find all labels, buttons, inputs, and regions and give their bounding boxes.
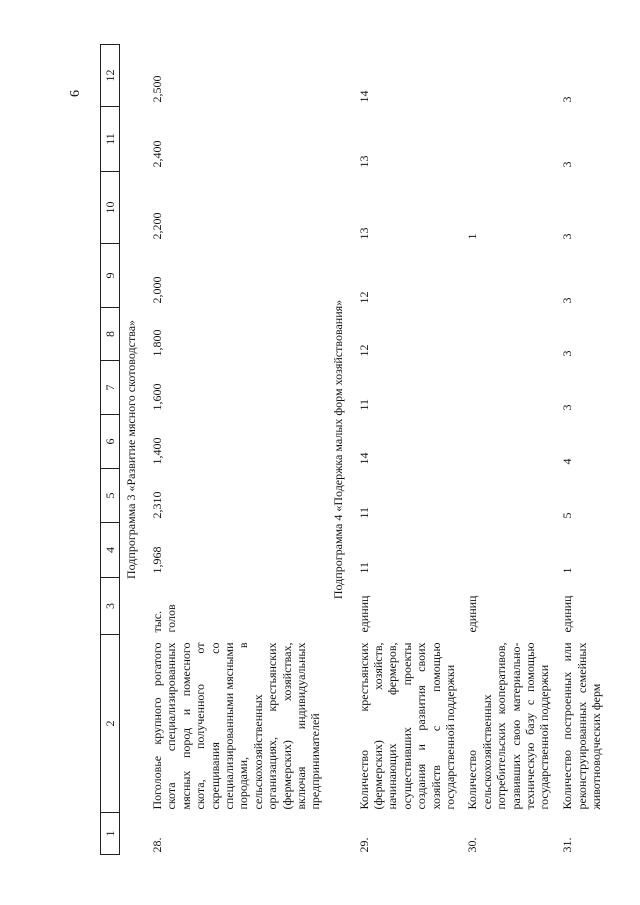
indicator-description: Количество сельскохозяйственных потребительских кооперативов, развивших свою материально-техническую базу с помощью государственной поддержки bbox=[465, 642, 552, 810]
value-cell bbox=[461, 45, 556, 107]
column-number-row bbox=[101, 45, 120, 855]
value-cell: 2,500 bbox=[150, 75, 164, 103]
table-row bbox=[353, 45, 462, 855]
value-cell: 3 bbox=[560, 297, 575, 304]
value-cell: 1,800 bbox=[150, 329, 164, 357]
table-row bbox=[461, 45, 556, 855]
value-cell bbox=[461, 523, 556, 578]
subprogram-4-title: Подпрограмма 4 «Подержка малых форм хозяйствования» bbox=[330, 299, 345, 600]
value-cell: 2,310 bbox=[150, 491, 164, 519]
col-num-1: 1 bbox=[101, 813, 120, 855]
value-cell: 11 bbox=[356, 561, 371, 574]
unit-of-measure: единиц bbox=[465, 595, 480, 633]
value-cell bbox=[461, 244, 556, 308]
col-num-11: 11 bbox=[101, 107, 120, 172]
value-cell: 3 bbox=[560, 350, 575, 357]
col-num-6: 6 bbox=[101, 415, 120, 469]
unit-of-measure: единиц bbox=[356, 595, 371, 633]
value-cell: 3 bbox=[560, 161, 575, 168]
unit-of-measure: тыс. голов bbox=[150, 604, 179, 633]
value-cell: 14 bbox=[356, 452, 371, 465]
col-num-7: 7 bbox=[101, 361, 120, 415]
value-cell: 1,600 bbox=[150, 383, 164, 411]
value-cell: 2,200 bbox=[150, 212, 164, 240]
col-num-9: 9 bbox=[101, 244, 120, 308]
value-cell bbox=[461, 107, 556, 172]
indicators-table bbox=[100, 44, 624, 855]
subprogram-3-title: Подпрограмма 3 «Развитие мясного скотоводства» bbox=[124, 319, 138, 580]
value-cell: 1 bbox=[465, 233, 480, 240]
table-row bbox=[146, 45, 327, 855]
row-number: 28. bbox=[150, 837, 164, 853]
value-cell: 3 bbox=[560, 233, 575, 240]
value-cell: 11 bbox=[356, 398, 371, 411]
value-cell: 1,400 bbox=[150, 437, 164, 465]
rotated-table-area bbox=[68, 45, 630, 855]
value-cell: 5 bbox=[560, 512, 575, 519]
value-cell bbox=[461, 361, 556, 415]
value-cell: 13 bbox=[356, 227, 371, 240]
row-number: 30. bbox=[465, 837, 480, 853]
value-cell: 3 bbox=[560, 96, 575, 103]
value-cell: 3 bbox=[560, 404, 575, 411]
unit-of-measure: единиц bbox=[560, 595, 575, 633]
col-num-4: 4 bbox=[101, 523, 120, 578]
indicator-description: Количество построенных или реконструированных семейных животноводческих ферм bbox=[560, 642, 604, 810]
indicator-description: Количество крестьянских (фермерских) хозяйств, начинающих фермеров, осуществивших проекты создания и развития своих хозяйств с помощью государственной поддержки bbox=[356, 642, 458, 810]
table-row bbox=[556, 45, 624, 855]
section-title-row bbox=[120, 45, 147, 855]
col-num-5: 5 bbox=[101, 469, 120, 523]
value-cell: 13 bbox=[356, 155, 371, 168]
value-cell: 12 bbox=[356, 291, 371, 304]
value-cell: 14 bbox=[356, 90, 371, 103]
row-number: 29. bbox=[356, 837, 371, 853]
indicator-description: Поголовье крупного рогатого скота специализированных мясных пород и помесного скота, полученного от скрещивания со специализированными мясными породами, в сельскохозяйственных организациях, крестьянских (фермерских) хозяйствах, включая индивидуальных предпринимателей bbox=[150, 642, 323, 810]
section-title-row bbox=[327, 45, 353, 855]
value-cell: 2,000 bbox=[150, 276, 164, 304]
value-cell: 11 bbox=[356, 506, 371, 519]
col-num-12: 12 bbox=[101, 45, 120, 107]
value-cell: 1 bbox=[560, 567, 575, 574]
value-cell bbox=[461, 469, 556, 523]
value-cell bbox=[461, 308, 556, 361]
value-cell: 1,968 bbox=[150, 546, 164, 574]
col-num-3: 3 bbox=[101, 578, 120, 635]
page-number: 6 bbox=[68, 90, 83, 97]
value-cell bbox=[461, 415, 556, 469]
col-num-8: 8 bbox=[101, 308, 120, 361]
col-num-10: 10 bbox=[101, 172, 120, 244]
col-num-2: 2 bbox=[101, 635, 120, 813]
value-cell: 12 bbox=[356, 344, 371, 357]
value-cell: 4 bbox=[560, 458, 575, 465]
row-number: 31. bbox=[560, 837, 575, 853]
value-cell: 2,400 bbox=[150, 140, 164, 168]
